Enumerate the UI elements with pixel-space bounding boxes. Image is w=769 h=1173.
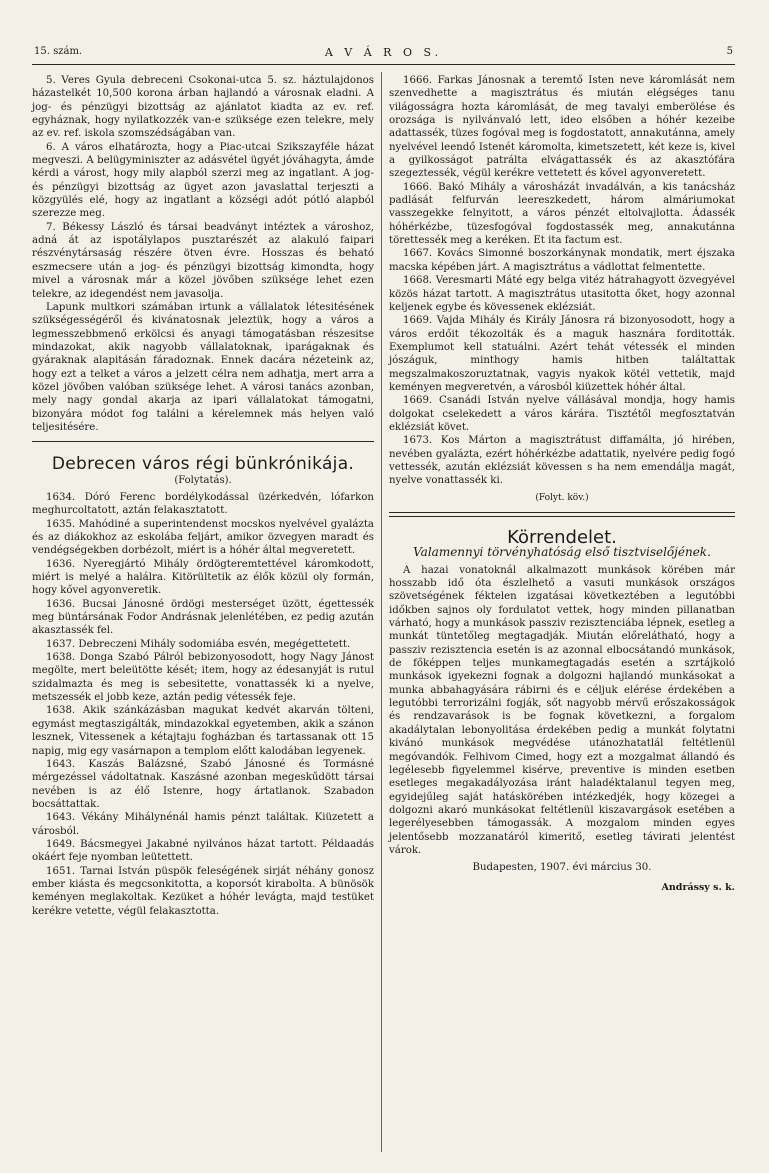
column-divider [381, 72, 382, 1152]
publication-title: A V Á R O S. [324, 46, 443, 59]
circular-title: Körrendelet. [507, 527, 617, 548]
chronicle-entry: 1637. Debreczeni Mihály sodomiába esvén, megégettetett. [46, 638, 351, 650]
chronicle-entry: 1643. Kaszás Balázsné, Szabó Jánosné és Tormásné mérgezéssel vádoltatnak. Kaszásné azonban megeskűdött társai nevében is az élő Istenre, hogy ártatlanok. Szabadon bocsáttattak. [32, 758, 374, 810]
section-rule-second [389, 516, 735, 517]
chronicle-entry: 1651. Tarnai István püspök feleségének sirját néhány gonosz ember kiásta és megcsonkitotta, a koporsót kirabolta. A bünösök keményen meglakoltak. Kezüket a hóhér levágta, majd testüket kerékre vetette, végül felakasztotta. [32, 865, 374, 917]
chronicle-entry: 1669. Vajda Mihály és Király Jánosra rá bizonyosodott, hogy a város erdőit tékozolták és a maguk hasznára forditották. Exemplumot kell statuálni. Azért tehát vétessék el minden jószáguk, minthogy hamis hitben találtattak megszalmakoszoruztatnak, vagyis nyakok kötél vettetik, majd keményen megveretvén, a városból kiüzettek hóhér által. [389, 315, 735, 393]
section-rule [32, 441, 374, 442]
circular-dateline: Budapesten, 1907. évi március 30. [472, 862, 652, 874]
chronicle-entry: 1667. Kovács Simonné boszorkánynak mondatik, mert éjszaka macska képében járt. A magisztrátus a vádlottat felmentette. [389, 248, 735, 273]
chronicle-entry: 1649. Bácsmegyei Jakabné nyilvános házat tartott. Példaadás okáért feje nyomban leütettett. [32, 838, 374, 864]
chronicle-title: Debrecen város régi bünkrónikája. [51, 454, 355, 475]
circular-subtitle: Valamennyi törvényhatóság első tisztviselőjének. [413, 545, 711, 560]
section-rule [389, 512, 735, 513]
chronicle-entry: 1666. Farkas Jánosnak a teremtő Isten neve káromlását nem szenvedhette a magisztrátus és miután elégséges tanu világosságra hozta káromlását, de meg tavalyi emberölése és orozsága is nyilvánvaló lett, ideo elsőben a hóhér kezeibe adattassék, tüzes fogóval meg is fogdostatott, annakutánna, amely nyelvével leendő Istenét káromolta, kimetszetett, két keze is, kivel a gyilkosságot patrálta elvágattassék és az akasztófára szegeztessék, végül kerékre vettetett és kővel agyonveretett. [389, 75, 735, 180]
chronicle-entry: 1673. Kos Márton a magisztrátust diffamálta, jó hirében, nevében gyalázta, ezért hóhérkézbe adattatik, nyelvére pedig fogó vettessék, azután eklézsiát kövessen s ha nem emendálja magát, nyelve vonattassék ki. [389, 435, 735, 487]
editorial-paragraph: Lapunk multkori számában irtunk a vállalatok létesitésének szükségességéről és kivánatosnak jeleztük, hogy a város a legmesszebbmenő erkölcsi és anyagi támogatásban részesitse mindazokat, akik nagyobb vállalatoknak, iparágaknak és gyáraknak alapitásán fáradoznak. Ennek dacára nézeteink az, hogy ezt a telket a város a jelzett célra nem adhatja, mert arra a közel jövőben valóban szüksége lehet. A városi tanács azonban, mely nagy gondal akarja az ipari vállalatokat támogatni, bizonyára módot fog találni a kérelemnek más helyen való teljesitésére. [32, 301, 374, 433]
chronicle-entry: 1643. Vékány Mihálynénál hamis pénzt találtak. Kiüzetett a városból. [32, 812, 374, 837]
agenda-item-5: 5. Veres Gyula debreceni Csokonai-utca 5. sz. háztulajdonos házastelkét 10,500 korona árban hajlandó a városnak eladni. A jog- és pénzügyi bizottság az ajánlatot kiadta az ev. ref. egyháznak, hogy nyilatkozzék van-e szüksége ezen telekre, mely az ev. ref. iskola szomszédságában van. [32, 75, 374, 140]
chronicle-entry: 1635. Mahódiné a superintendenst mocskos nyelvével gyalázta és az diákokhoz az eskolába feljárt, amikor özvegyen maradt és vendégségekben dorbézolt, miért is a hóhér által megveretett. [32, 518, 374, 557]
chronicle-entry: 1634. Dóró Ferenc bordélykodással üzérkedvén, lófarkon meghurcoltatott, aztán felakasztatott. [32, 491, 374, 517]
circular-body: A hazai vonatoknál alkalmazott munkások körében már hosszabb idő óta észlelhető a vasuti munkások országos szövetségének féktelen izgatásai következtében a legutóbbi időkben sajnos oly fordulatot vettek, hogy minden pillanatban várható, hogy a munkások passziv rezisztenciába lépnek, esetleg a munkát tüntetőleg megtagadják. Miután előrelátható, hogy a passziv rezisztencia esetén is az azonnal elbocsátandó munkások, de főképpen teljes munkamegtagadás esetén a szrtájkoló munkások igyekezni fognak a dolgozni hajlandó munkásokat a munka abbahagyására rábirni és e céljuk elérése érdekében a legutóbbi terrorizálni fogják, sőt nagyobb mérvű erőszakosságok és rendzavarások is be fognak következni, a forgalom akadálytalan lebonyolitása érdekében pedig a munkát folytatni kivánó munkások megvédése utánozhatatlál feltétlenül megóvandók. Felhivom Cimed, hogy ezt a mozgalmat állandó és legélesebb figyelemmel kisérve, preventive is minden esetben esetleges megakadályozása iránt haladéktalanul tegyen meg, egyidejűleg saját hatáskörében intézkedjék, hogy közegei a dolgozni akaró munkásokat feltétlenül kiszavargások esetében a legerélyesebben támogassák. A mozgalom minden egyes jelentősebb mozzanatáról kimeritő, esetleg távirati jelentést várok. [389, 564, 735, 856]
chronicle-subtitle: (Folytatás). [174, 474, 232, 486]
chronicle-entry: 1668. Veresmarti Máté egy belga vitéz hátrahagyott özvegyével közös házat tartott. A magisztrátus utasitotta őket, hogy azonnal keljenek egybe és kövessenek eklézsiát. [389, 275, 735, 313]
right-column [389, 74, 735, 894]
agenda-item-6: 6. A város elhatározta, hogy a Piac-utcai Szikszayféle házat megveszi. A belügyminiszter az adásvétel ügyét jóváhagyta, ámde kérdi a várost, hogy mily alapból szerzi meg az ingatlant. A jog- és pénzügyi bizottság az ügyet azon javaslattal terjeszti a közgyülés elé, hogy az ingatlant a községi adót pótló alapból szerezze meg. [32, 141, 374, 220]
chronicle-entry: 1638. Donga Szabó Pálról bebizonyosodott, hogy Nagy Jánost megölte, mert beleütötte kését; item, hogy az édesanyját is rutul szidalmazta és meg is sebesitette, vonattassék ki a nyelve, metszessék el jobb keze, aztán pedig vétessék feje. [32, 652, 374, 704]
chronicle-entry: 1636. Bucsai Jánosné ördögi mesterséget üzött, égettessék meg büntársának Fodor Andrásnak jelenlétében, ez pedig azután akasztassék fel. [32, 598, 374, 637]
page-number: 5 [726, 46, 733, 57]
chronicle-entry: 1638. Akik szánkázásban magukat kedvét akarván tölteni, egymást megtaszigálták, mindazokkal egyetemben, akik a szánon lesznek, Vitessenek a kétajtaju fogházban és tartassanak ott 15 napig, mig egy vasárnapon a templom előtt kalodában legyenek. [32, 705, 374, 757]
chronicle-entry: 1669. Csanádi István nyelve vállásával mondja, hogy hamis dolgokat cselekedett a város kárára. Tisztétől megfosztatván eklézsiát követ. [389, 395, 735, 433]
page-header [34, 46, 733, 62]
chronicle-entry: 1666. Bakó Mihály a városházát invadálván, a kis tanácsház padlását felfurván leereszkedett, három almáriumokat vasszegekke felnyitott, a város pénzét eltolvajlotta. Ádassék hóhérkézbe, tüzesfogóval fogdostassék meg, annakutánna törettessék meg a keréken. Et ita factum est. [389, 181, 735, 247]
agenda-item-7: 7. Békessy László és társai beadványt intéztek a városhoz, adná át az ispotálylapos pusztarészét az alakuló faipari részvénytársaság részére ötven évre. Hosszas és beható eszmecsere után a jog- és pénzügyi bizottság kimondta, hogy mivel a városnak már a közel jövőben szüksége lehet ezen telekre, az idegendést nem javasolja. [32, 221, 374, 300]
left-column [32, 74, 374, 918]
chronicle-entry: 1636. Nyeregjártó Mihály ördögteremtettével káromkodott, miért is melyé a halálra. Kitörültetik az élők közül oly formán, hogy kővel agyonveretik. [32, 558, 374, 597]
circular-signature: Andrássy s. k. [661, 881, 735, 893]
header-rule [32, 64, 735, 65]
issue-number: 15. szám. [34, 46, 83, 57]
continued-note: (Folyt. köv.) [535, 492, 589, 503]
